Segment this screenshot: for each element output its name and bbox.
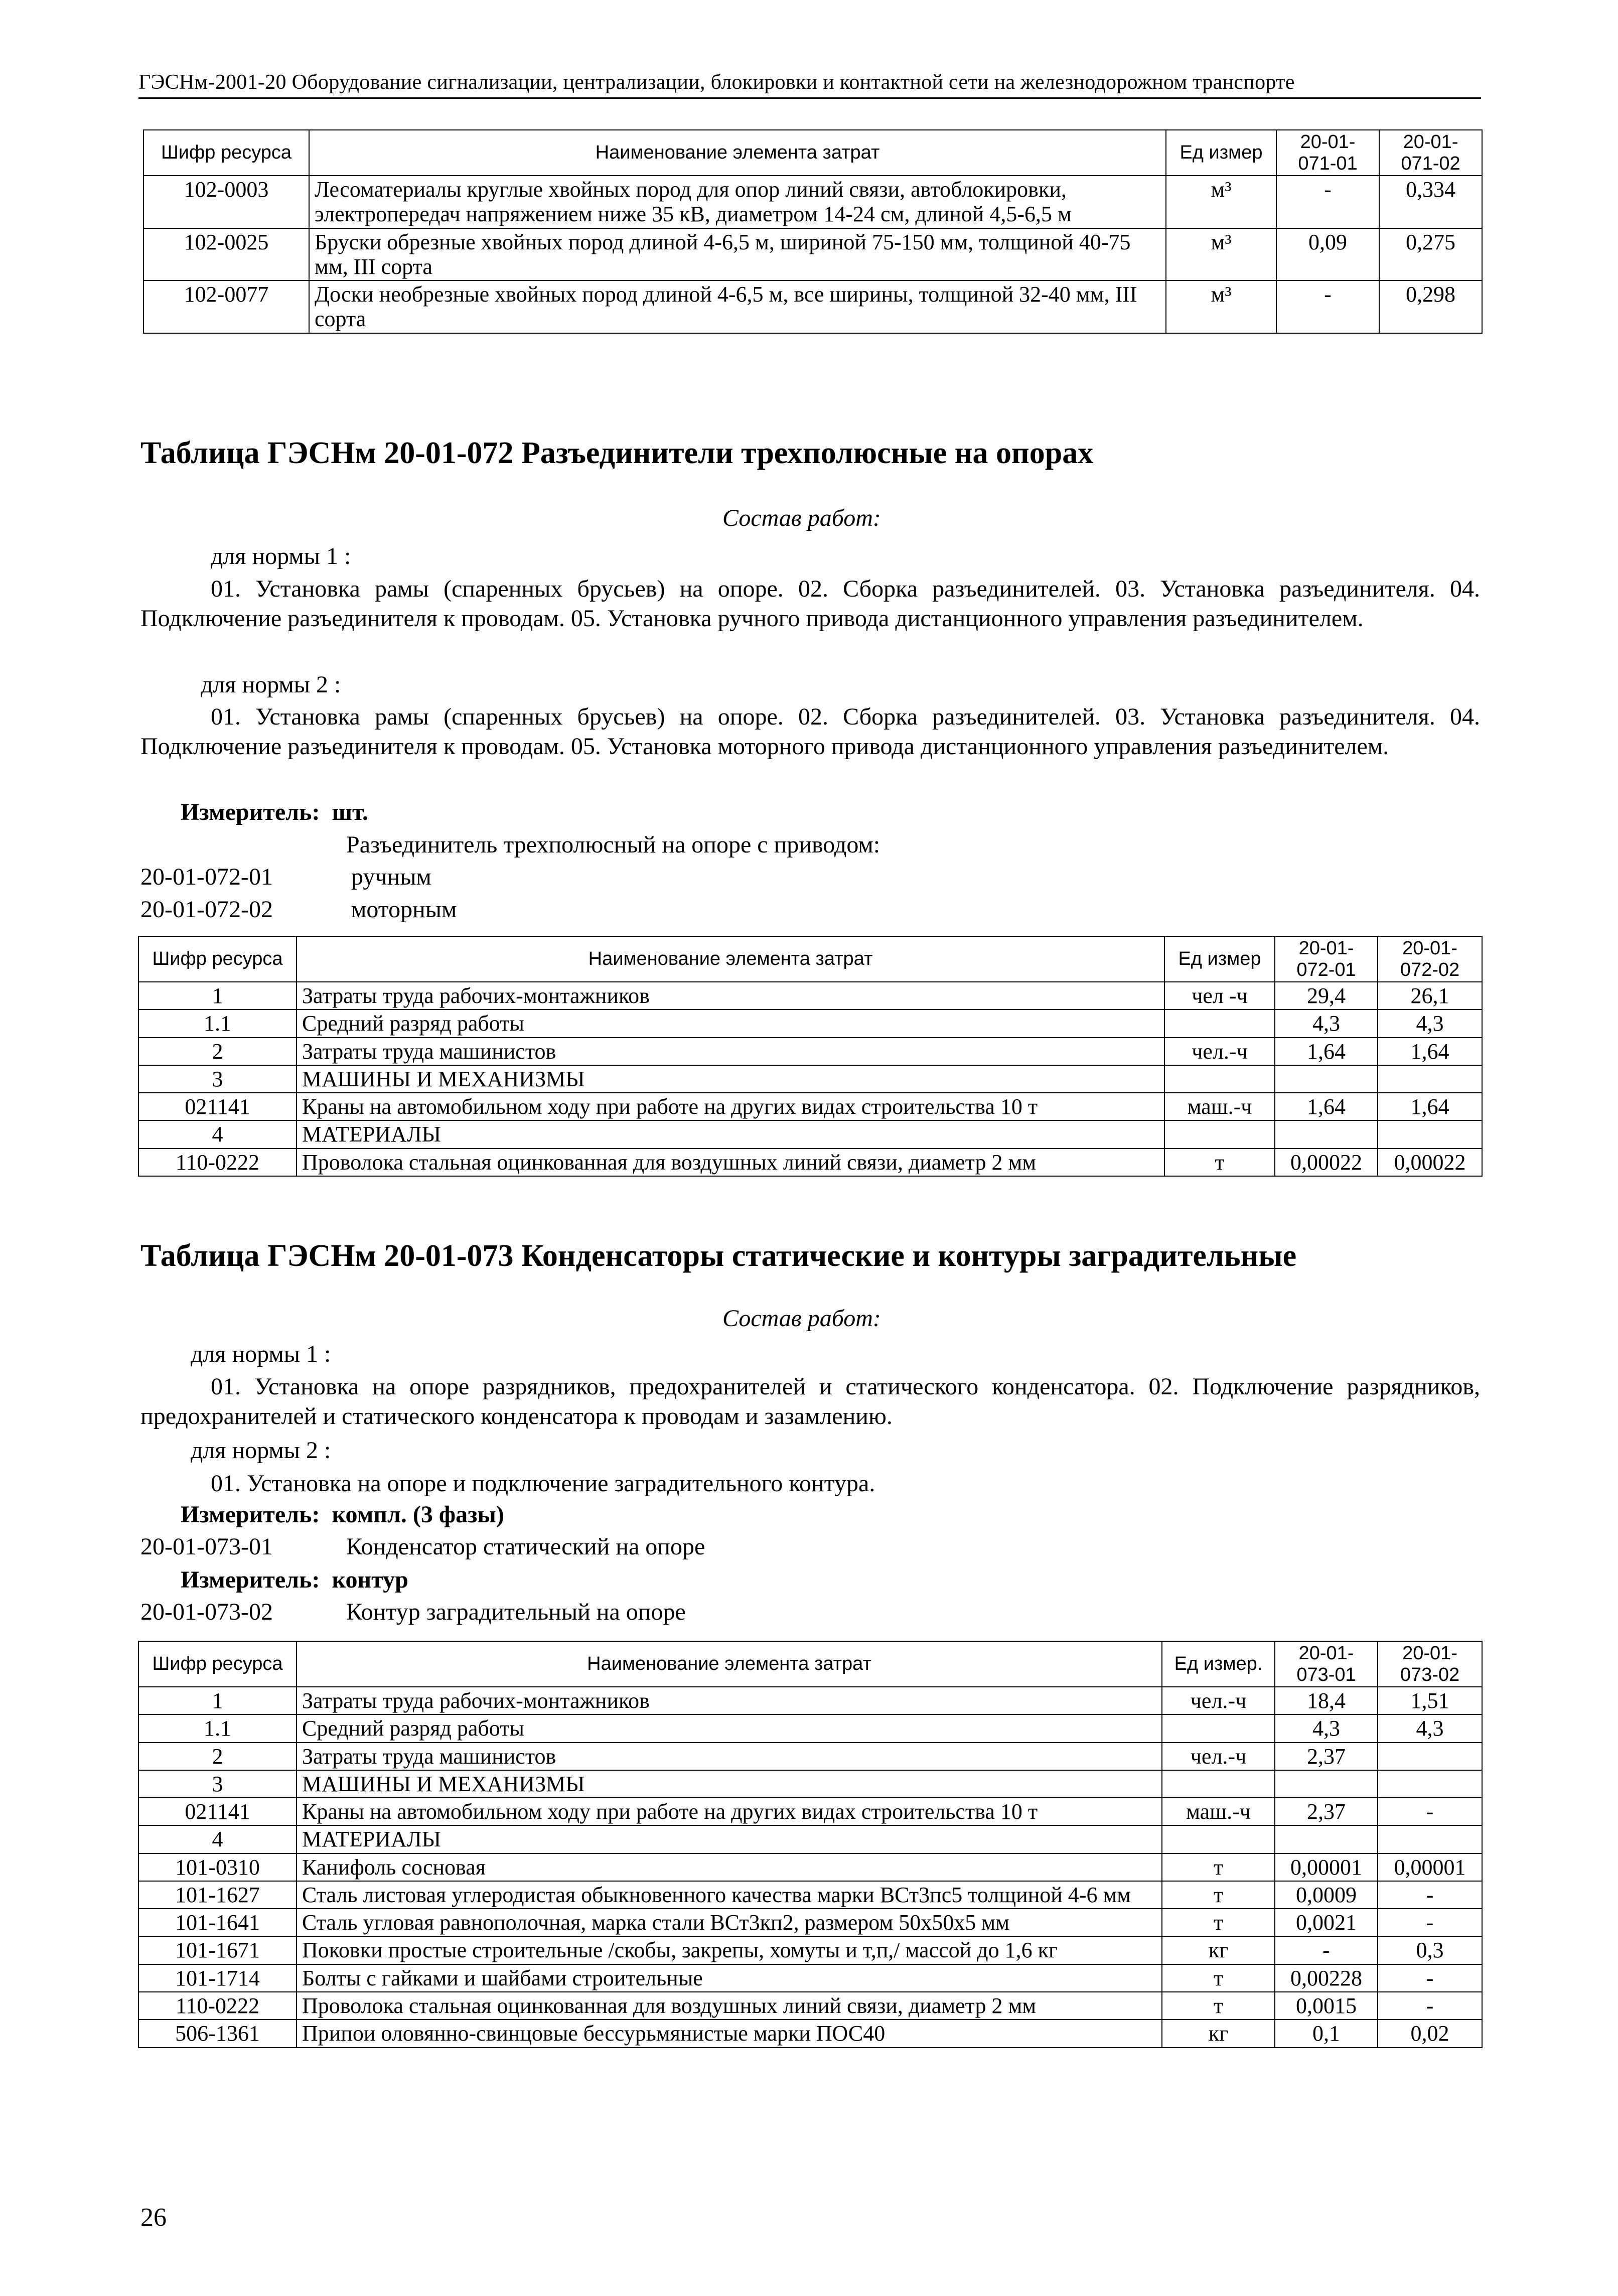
cell-name: Краны на автомобильном ходу при работе на других видах строительства 10 т xyxy=(297,1093,1164,1120)
cell-name: Затраты труда рабочих-монтажников xyxy=(297,982,1164,1010)
cell-unit: чел.-ч xyxy=(1162,1743,1275,1770)
cell-code: 021141 xyxy=(138,1093,297,1120)
cell-unit: т xyxy=(1162,1853,1275,1881)
table-row xyxy=(138,2020,1482,2047)
meter1-073: Измеритель: компл. (3 фазы) xyxy=(181,1501,504,1528)
cell-code: 110-0222 xyxy=(138,1149,297,1176)
cell-code: 101-1671 xyxy=(138,1936,297,1964)
cell-unit: т xyxy=(1164,1149,1275,1176)
cell-code: 2 xyxy=(138,1038,297,1065)
cell-name: МАШИНЫ И МЕХАНИЗМЫ xyxy=(297,1065,1164,1093)
cell-unit: м³ xyxy=(1166,280,1276,333)
col-code-header: Шифр ресурса xyxy=(138,1641,297,1687)
norm2-label-072: для нормы 2 : xyxy=(201,671,341,698)
cell-name: Припои оловянно-свинцовые бессурьмянистые марки ПОС40 xyxy=(297,2020,1162,2047)
cell-value-norm2: - xyxy=(1378,1992,1482,2020)
cell-code: 101-1714 xyxy=(138,1964,297,1992)
cell-value-norm2: 1,64 xyxy=(1378,1093,1482,1120)
cell-code: 102-0025 xyxy=(143,228,309,281)
meter-072: Измеритель: шт. xyxy=(181,799,368,825)
cell-unit: маш.-ч xyxy=(1162,1798,1275,1825)
cell-unit: кг xyxy=(1162,2020,1275,2047)
cell-value-norm2: 0,3 xyxy=(1378,1936,1482,1964)
table-row xyxy=(138,1825,1482,1853)
cell-unit: кг xyxy=(1162,1936,1275,1964)
cell-value-norm1 xyxy=(1275,1065,1378,1093)
table-row xyxy=(138,1038,1482,1065)
table-row xyxy=(138,1093,1482,1120)
norm-item-072-01: 20-01-072-01 ручным xyxy=(140,864,431,890)
cell-code: 101-1627 xyxy=(138,1881,297,1909)
cell-value-norm1 xyxy=(1275,1120,1378,1148)
table-row xyxy=(138,1743,1482,1770)
cell-unit: т xyxy=(1162,1964,1275,1992)
cell-value-norm2: 4,3 xyxy=(1378,1010,1482,1037)
cell-value-norm2 xyxy=(1378,1120,1482,1148)
cell-unit xyxy=(1162,1825,1275,1853)
composition-heading-072: Состав работ: xyxy=(722,505,881,531)
cell-value-norm1: 0,1 xyxy=(1275,2020,1378,2047)
group-caption-072: Разъединитель трехполюсный на опоре с приводом: xyxy=(346,831,880,858)
cell-unit: м³ xyxy=(1166,176,1276,228)
col-code-header: Шифр ресурса xyxy=(138,936,297,982)
cell-unit: т xyxy=(1162,1992,1275,2020)
table-row xyxy=(138,1770,1482,1798)
cell-name: Доски необрезные хвойных пород длиной 4-6,5 м, все ширины, толщиной 32-40 мм, III сорта xyxy=(309,280,1166,333)
table-row xyxy=(138,1798,1482,1825)
cell-code: 102-0077 xyxy=(143,280,309,333)
resource-table-073 xyxy=(138,1641,1483,2048)
table-row xyxy=(138,1909,1482,1936)
cell-value-norm1: 29,4 xyxy=(1275,982,1378,1010)
table-row xyxy=(138,1687,1482,1714)
norm2-text-072: 01. Установка рамы (спаренных брусьев) на опоре. 02. Сборка разъединителей. 03. Установка разъединителя. 04. Подключение разъединителя к проводам. 05. Установка моторного привода дистанционного управления разъединителем. xyxy=(140,703,1480,760)
col-norm1-header: 20-01- 072-01 xyxy=(1275,936,1378,982)
cell-name: Затраты труда рабочих-монтажников xyxy=(297,1687,1162,1714)
cell-name: Сталь угловая равнополочная, марка стали ВСт3кп2, размером 50х50х5 мм xyxy=(297,1909,1162,1936)
cell-value-norm2: 26,1 xyxy=(1378,982,1482,1010)
cell-value-norm2: 0,298 xyxy=(1379,280,1482,333)
resource-table-072 xyxy=(138,936,1483,1177)
table-row xyxy=(138,1936,1482,1964)
cell-code: 101-1641 xyxy=(138,1909,297,1936)
table-row xyxy=(138,1964,1482,1992)
col-norm2-header: 20-01- 072-02 xyxy=(1378,936,1482,982)
cell-name: Средний разряд работы xyxy=(297,1714,1162,1742)
col-code-header: Шифр ресурса xyxy=(143,130,309,176)
table-row xyxy=(138,1853,1482,1881)
table-title-072: Таблица ГЭСНм 20-01-072 Разъединители трехполюсные на опорах xyxy=(140,436,1094,470)
col-unit-header: Ед измер xyxy=(1164,936,1275,982)
cell-code: 1 xyxy=(138,982,297,1010)
cell-value-norm2: - xyxy=(1378,1909,1482,1936)
cell-value-norm1: 0,0015 xyxy=(1275,1992,1378,2020)
cell-unit xyxy=(1162,1714,1275,1742)
col-unit-header: Ед измер. xyxy=(1162,1641,1275,1687)
cell-name: Средний разряд работы xyxy=(297,1010,1164,1037)
cell-value-norm2: 0,275 xyxy=(1379,228,1482,281)
cell-code: 1 xyxy=(138,1687,297,1714)
cell-code: 3 xyxy=(138,1065,297,1093)
cell-value-norm1: 0,00022 xyxy=(1275,1149,1378,1176)
running-header: ГЭСНм-2001-20 Оборудование сигнализации, централизации, блокировки и контактной сети на железнодорожном транспорте xyxy=(138,70,1481,99)
cell-unit: чел -ч xyxy=(1164,982,1275,1010)
cell-unit xyxy=(1164,1010,1275,1037)
cell-code: 1.1 xyxy=(138,1714,297,1742)
table-row xyxy=(138,1881,1482,1909)
cell-name: Сталь листовая углеродистая обыкновенного качества марки ВСт3пс5 толщиной 4-6 мм xyxy=(297,1881,1162,1909)
resource-table-071 xyxy=(143,129,1483,334)
norm1-text-072: 01. Установка рамы (спаренных брусьев) на опоре. 02. Сборка разъединителей. 03. Установка разъединителя. 04. Подключение разъединителя к проводам. 05. Установка ручного привода дистанционного управления разъединителем. xyxy=(140,576,1480,632)
cell-name: Канифоль сосновая xyxy=(297,1853,1162,1881)
page-number: 26 xyxy=(140,2203,167,2232)
cell-value-norm2: 0,334 xyxy=(1379,176,1482,228)
cell-unit: т xyxy=(1162,1909,1275,1936)
cell-unit: чел.-ч xyxy=(1164,1038,1275,1065)
table-header-row xyxy=(138,936,1482,982)
norm-item-073-01: 20-01-073-01 Конденсатор статический на опоре xyxy=(140,1533,705,1560)
cell-unit: маш.-ч xyxy=(1164,1093,1275,1120)
col-unit-header: Ед измер xyxy=(1166,130,1276,176)
cell-value-norm1: 1,64 xyxy=(1275,1093,1378,1120)
cell-value-norm1: 4,3 xyxy=(1275,1714,1378,1742)
table-row xyxy=(138,982,1482,1010)
cell-unit xyxy=(1162,1770,1275,1798)
cell-value-norm2: 1,51 xyxy=(1378,1687,1482,1714)
col-norm1-header: 20-01- 073-01 xyxy=(1275,1641,1378,1687)
cell-value-norm2: 0,00022 xyxy=(1378,1149,1482,1176)
cell-value-norm2: - xyxy=(1378,1881,1482,1909)
cell-value-norm2: - xyxy=(1378,1798,1482,1825)
cell-value-norm2 xyxy=(1378,1770,1482,1798)
table-header-row xyxy=(143,130,1482,176)
cell-name: Проволока стальная оцинкованная для воздушных линий связи, диаметр 2 мм xyxy=(297,1992,1162,2020)
table-row xyxy=(138,1065,1482,1093)
cell-value-norm1: 1,64 xyxy=(1275,1038,1378,1065)
table-row xyxy=(138,1992,1482,2020)
cell-value-norm1: 2,37 xyxy=(1275,1743,1378,1770)
col-norm2-header: 20-01- 073-02 xyxy=(1378,1641,1482,1687)
cell-value-norm1: - xyxy=(1275,1936,1378,1964)
cell-name: Бруски обрезные хвойных пород длиной 4-6,5 м, шириной 75-150 мм, толщиной 40-75 мм, III сорта xyxy=(309,228,1166,281)
cell-value-norm1: 0,0009 xyxy=(1275,1881,1378,1909)
cell-code: 021141 xyxy=(138,1798,297,1825)
cell-code: 1.1 xyxy=(138,1010,297,1037)
cell-value-norm2: 0,00001 xyxy=(1378,1853,1482,1881)
cell-value-norm1: 4,3 xyxy=(1275,1010,1378,1037)
cell-name: МАТЕРИАЛЫ xyxy=(297,1825,1162,1853)
cell-value-norm1: 0,0021 xyxy=(1275,1909,1378,1936)
cell-value-norm2: 1,64 xyxy=(1378,1038,1482,1065)
table-row xyxy=(143,228,1482,281)
col-name-header: Наименование элемента затрат xyxy=(297,936,1164,982)
cell-value-norm1: 2,37 xyxy=(1275,1798,1378,1825)
norm1-label-072: для нормы 1 : xyxy=(211,543,351,569)
cell-name: МАШИНЫ И МЕХАНИЗМЫ xyxy=(297,1770,1162,1798)
cell-name: Затраты труда машинистов xyxy=(297,1743,1162,1770)
norm2-label-073: для нормы 2 : xyxy=(191,1437,331,1464)
cell-value-norm2: 4,3 xyxy=(1378,1714,1482,1742)
norm-item-073-02: 20-01-073-02 Контур заградительный на опоре xyxy=(140,1599,686,1625)
cell-name: Краны на автомобильном ходу при работе на других видах строительства 10 т xyxy=(297,1798,1162,1825)
cell-name: Проволока стальная оцинкованная для воздушных линий связи, диаметр 2 мм xyxy=(297,1149,1164,1176)
table-row xyxy=(138,1120,1482,1148)
cell-code: 4 xyxy=(138,1120,297,1148)
cell-value-norm1: 0,09 xyxy=(1276,228,1379,281)
cell-value-norm1: 0,00001 xyxy=(1275,1853,1378,1881)
cell-value-norm2: 0,02 xyxy=(1378,2020,1482,2047)
meter2-073: Измеритель: контур xyxy=(181,1566,408,1593)
cell-code: 3 xyxy=(138,1770,297,1798)
cell-code: 2 xyxy=(138,1743,297,1770)
cell-name: Лесоматериалы круглые хвойных пород для опор линий связи, автоблокировки, электропередач напряжением ниже 35 кВ, диаметром 14-24 см, длиной 4,5-6,5 м xyxy=(309,176,1166,228)
cell-name: Затраты труда машинистов xyxy=(297,1038,1164,1065)
cell-value-norm1 xyxy=(1275,1825,1378,1853)
cell-value-norm1 xyxy=(1275,1770,1378,1798)
table-title-073: Таблица ГЭСНм 20-01-073 Конденсаторы статические и контуры заградительные xyxy=(140,1239,1297,1273)
table-row xyxy=(143,176,1482,228)
table-row xyxy=(138,1714,1482,1742)
cell-code: 4 xyxy=(138,1825,297,1853)
cell-unit: чел.-ч xyxy=(1162,1687,1275,1714)
norm1-label-073: для нормы 1 : xyxy=(191,1341,331,1367)
cell-value-norm1: - xyxy=(1276,280,1379,333)
cell-code: 506-1361 xyxy=(138,2020,297,2047)
col-name-header: Наименование элемента затрат xyxy=(309,130,1166,176)
norm-item-072-02: 20-01-072-02 моторным xyxy=(140,896,457,923)
cell-code: 101-0310 xyxy=(138,1853,297,1881)
norm1-text-073: 01. Установка на опоре разрядников, предохранителей и статического конденсатора. 02. Подключение разрядников, предохранителей и статического конденсатора к проводам и зазамлению. xyxy=(140,1373,1480,1429)
table-row xyxy=(143,280,1482,333)
cell-value-norm2 xyxy=(1378,1825,1482,1853)
col-norm1-header: 20-01- 071-01 xyxy=(1276,130,1379,176)
cell-value-norm1: - xyxy=(1276,176,1379,228)
cell-value-norm2 xyxy=(1378,1743,1482,1770)
table-row xyxy=(138,1010,1482,1037)
table-row xyxy=(138,1149,1482,1176)
cell-name: Поковки простые строительные /скобы, закрепы, хомуты и т,п,/ массой до 1,6 кг xyxy=(297,1936,1162,1964)
cell-value-norm2 xyxy=(1378,1065,1482,1093)
cell-code: 110-0222 xyxy=(138,1992,297,2020)
cell-value-norm2: - xyxy=(1378,1964,1482,1992)
cell-value-norm1: 0,00228 xyxy=(1275,1964,1378,1992)
cell-code: 102-0003 xyxy=(143,176,309,228)
norm2-text-073: 01. Установка на опоре и подключение заградительного контура. xyxy=(211,1470,875,1497)
composition-heading-073: Состав работ: xyxy=(722,1305,881,1332)
cell-name: Болты с гайками и шайбами строительные xyxy=(297,1964,1162,1992)
cell-name: МАТЕРИАЛЫ xyxy=(297,1120,1164,1148)
col-name-header: Наименование элемента затрат xyxy=(297,1641,1162,1687)
cell-value-norm1: 18,4 xyxy=(1275,1687,1378,1714)
cell-unit xyxy=(1164,1120,1275,1148)
cell-unit xyxy=(1164,1065,1275,1093)
cell-unit: м³ xyxy=(1166,228,1276,281)
col-norm2-header: 20-01- 071-02 xyxy=(1379,130,1482,176)
cell-unit: т xyxy=(1162,1881,1275,1909)
table-header-row xyxy=(138,1641,1482,1687)
